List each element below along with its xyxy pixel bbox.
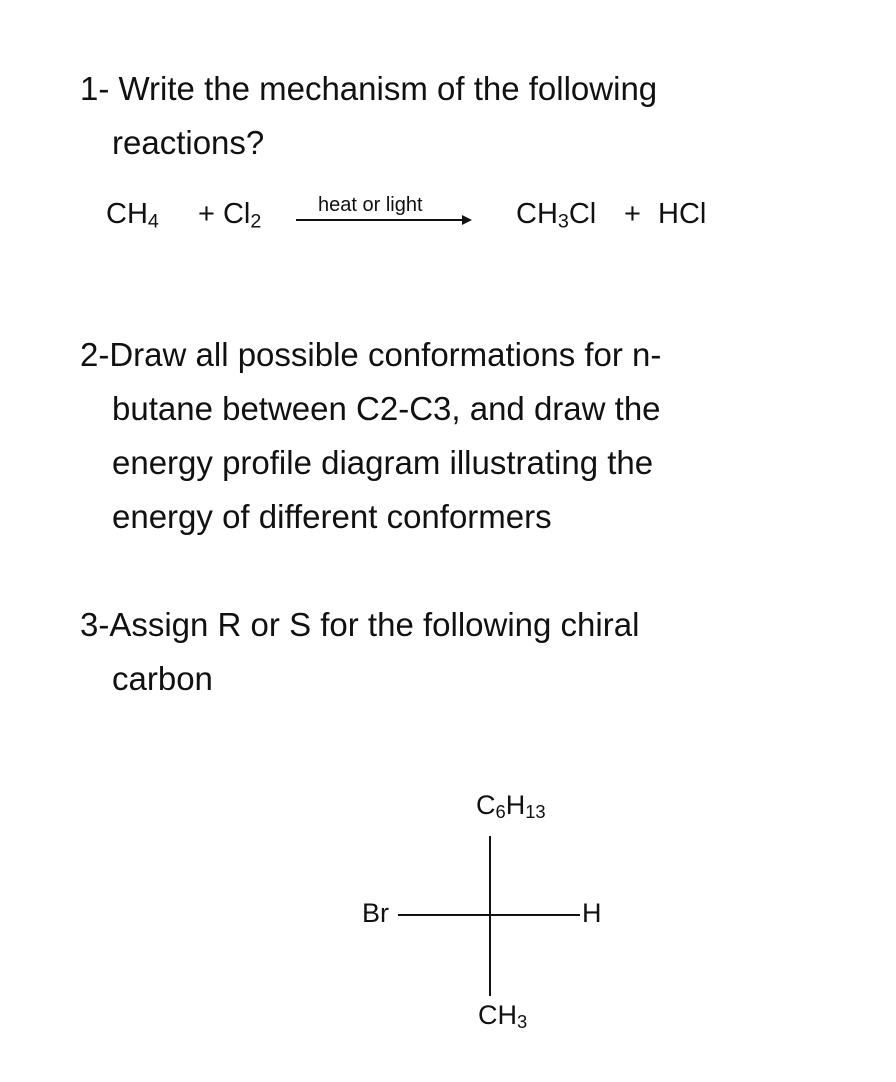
substituent-left: Br: [362, 898, 389, 928]
product-chloromethane: $CH_3Cl$: [516, 198, 597, 233]
question-3-line-1: 3-Assign R or S for the following chiral: [80, 606, 640, 643]
question-2: [80, 328, 840, 544]
vertical-bond: [489, 836, 491, 996]
question-2-line-4: energy of different conformers: [112, 498, 552, 535]
substituent-top: $C_6H_{13}$: [476, 790, 546, 823]
substituent-bottom: $CH_3$: [478, 1000, 528, 1033]
question-2-line-3: energy profile diagram illustrating the: [112, 444, 654, 481]
question-3-line-2: carbon: [112, 660, 213, 697]
horizontal-bond: [398, 914, 580, 916]
reactant-chlorine: + $Cl_2$: [198, 198, 262, 233]
question-2-line-1: 2-Draw all possible conformations for n-: [80, 336, 662, 373]
arrow-right-icon: [462, 215, 472, 225]
reaction-arrow-line: [296, 219, 468, 221]
fischer-projection: [340, 790, 640, 1050]
substituent-right: H: [582, 898, 602, 928]
question-1: [80, 62, 840, 170]
reactant-methane: $CH_4$: [106, 198, 159, 233]
question-1-line-1: 1- Write the mechanism of the following: [80, 70, 658, 107]
plus-sign: +: [624, 198, 641, 230]
question-1-line-2: reactions?: [112, 124, 265, 161]
reaction-condition: heat or light: [318, 194, 423, 216]
reaction-arrow: [296, 192, 476, 238]
product-hcl: HCl: [658, 198, 707, 230]
question-3: [80, 598, 840, 706]
question-2-line-2: butane between C2-C3, and draw the: [112, 390, 661, 427]
